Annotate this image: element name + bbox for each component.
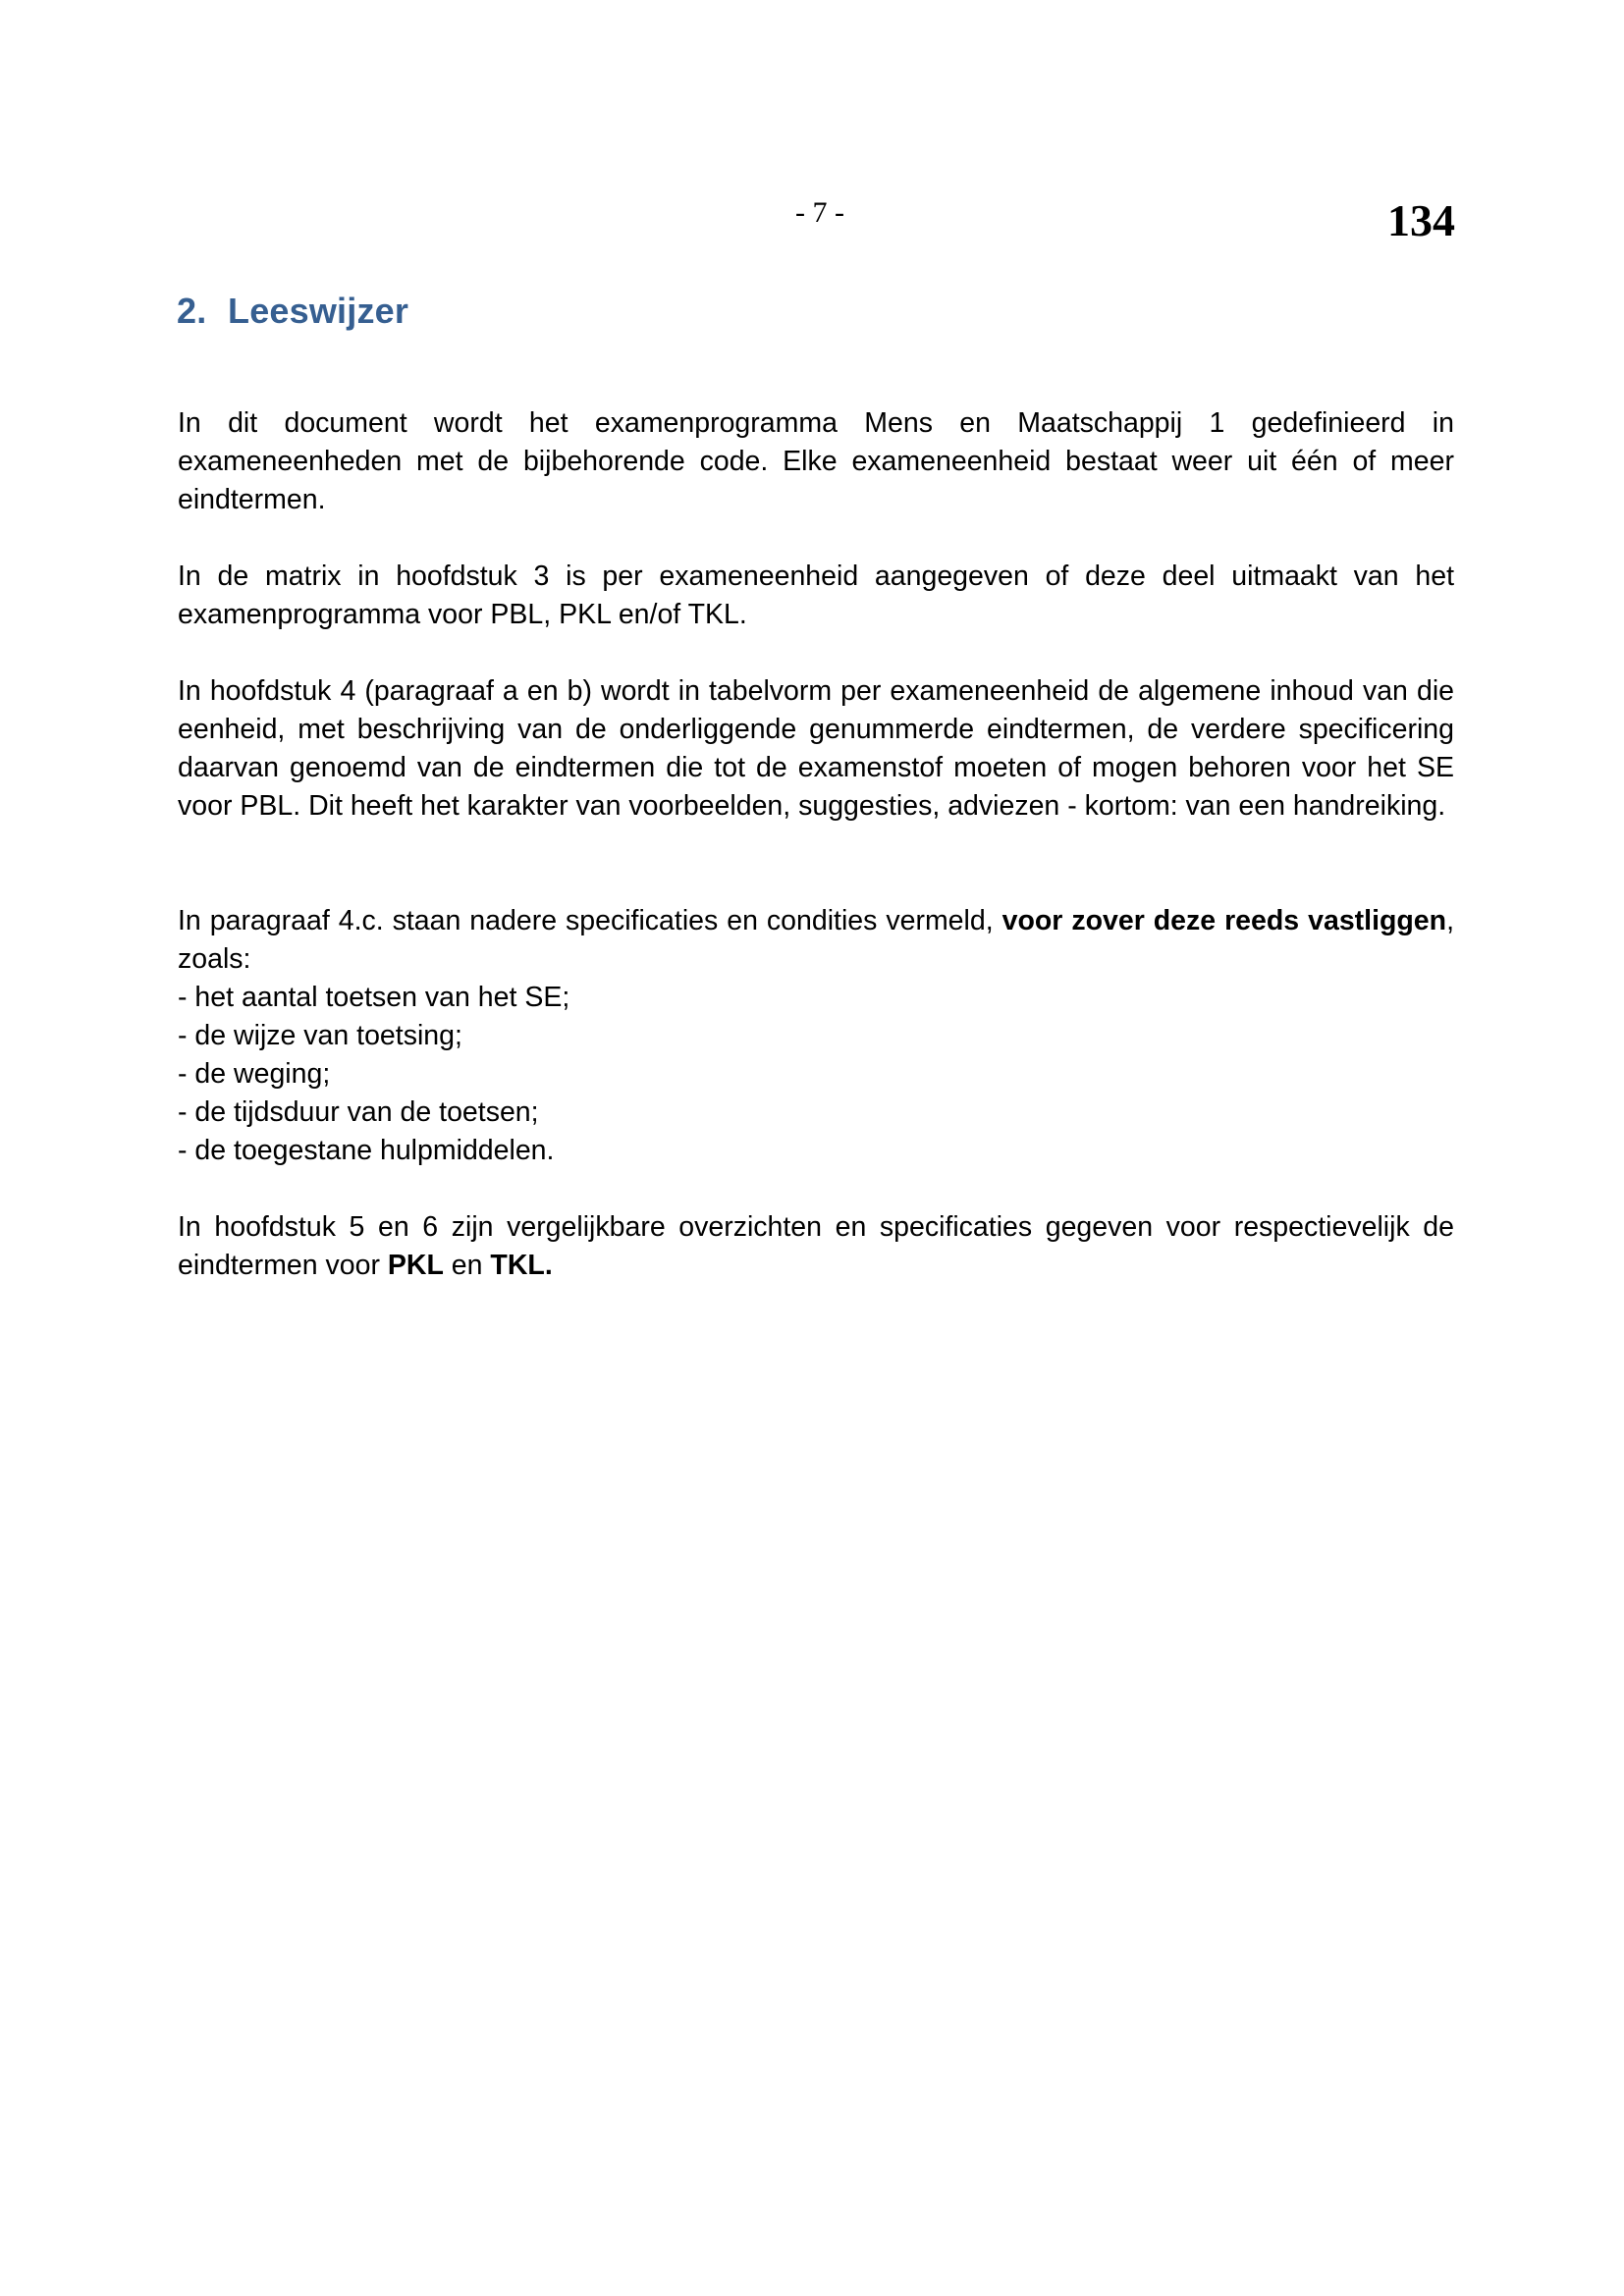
document-number: 134 [1387, 195, 1455, 245]
paragraph-text [178, 902, 1454, 979]
bold-emphasis: voor zover deze reeds vastliggen [1001, 905, 1447, 936]
paragraph-after-text: , zoals: [178, 905, 1454, 975]
list-item: - het aantal toetsen van het SE; [178, 982, 570, 1013]
paragraph-intro-text: In paragraaf 4.c. staan nadere specificaties en condities vermeld, [178, 905, 1002, 936]
specifications-list [178, 979, 1454, 1170]
page-number: - 7 - [795, 196, 844, 229]
list-item: - de weging; [178, 1058, 331, 1090]
paragraph-intro [178, 404, 1454, 519]
paragraph-middle-text: en [443, 1250, 491, 1281]
list-item: - de wijze van toetsing; [178, 1020, 462, 1051]
paragraph-chapter-4 [178, 672, 1454, 826]
bold-tkl: TKL. [490, 1250, 553, 1281]
list-item: - de tijdsduur van de toetsen; [178, 1096, 539, 1128]
list-item: - de toegestane hulpmiddelen. [178, 1135, 555, 1166]
section-title: Leeswijzer [228, 291, 409, 331]
paragraph-text: In hoofdstuk 4 (paragraaf a en b) wordt in tabelvorm per exameneenheid de algemene inhoud van die eenheid, met beschrijving van de onderliggende genummerde eindtermen, de verdere specificering daarvan genoemd van de eindtermen die tot de examenstof moeten of mogen behoren voor het SE voor PBL. Dit heeft het karakter van voorbeelden, suggesties, adviezen - kortom: van een handreiking. [178, 675, 1454, 822]
section-number: 2. [177, 291, 207, 331]
paragraph-text [178, 1208, 1454, 1285]
paragraph-specifications [178, 902, 1454, 1170]
paragraph-text: In dit document wordt het examenprogramma Mens en Maatschappij 1 gedefinieerd in exameneenheden met de bijbehorende code. Elke exameneenheid bestaat weer uit één of meer eindtermen. [178, 407, 1454, 515]
paragraph-text: In de matrix in hoofdstuk 3 is per exameneenheid aangegeven of deze deel uitmaakt van het examenprogramma voor PBL, PKL en/of TKL. [178, 561, 1454, 630]
bold-pkl: PKL [387, 1250, 444, 1281]
paragraph-intro-text: In hoofdstuk 5 en 6 zijn vergelijkbare overzichten en specificaties gegeven voor respectievelijk de eindtermen voor [178, 1211, 1454, 1281]
paragraph-matrix [178, 558, 1454, 634]
paragraph-chapters-5-6 [178, 1208, 1454, 1285]
section-heading [177, 291, 408, 332]
